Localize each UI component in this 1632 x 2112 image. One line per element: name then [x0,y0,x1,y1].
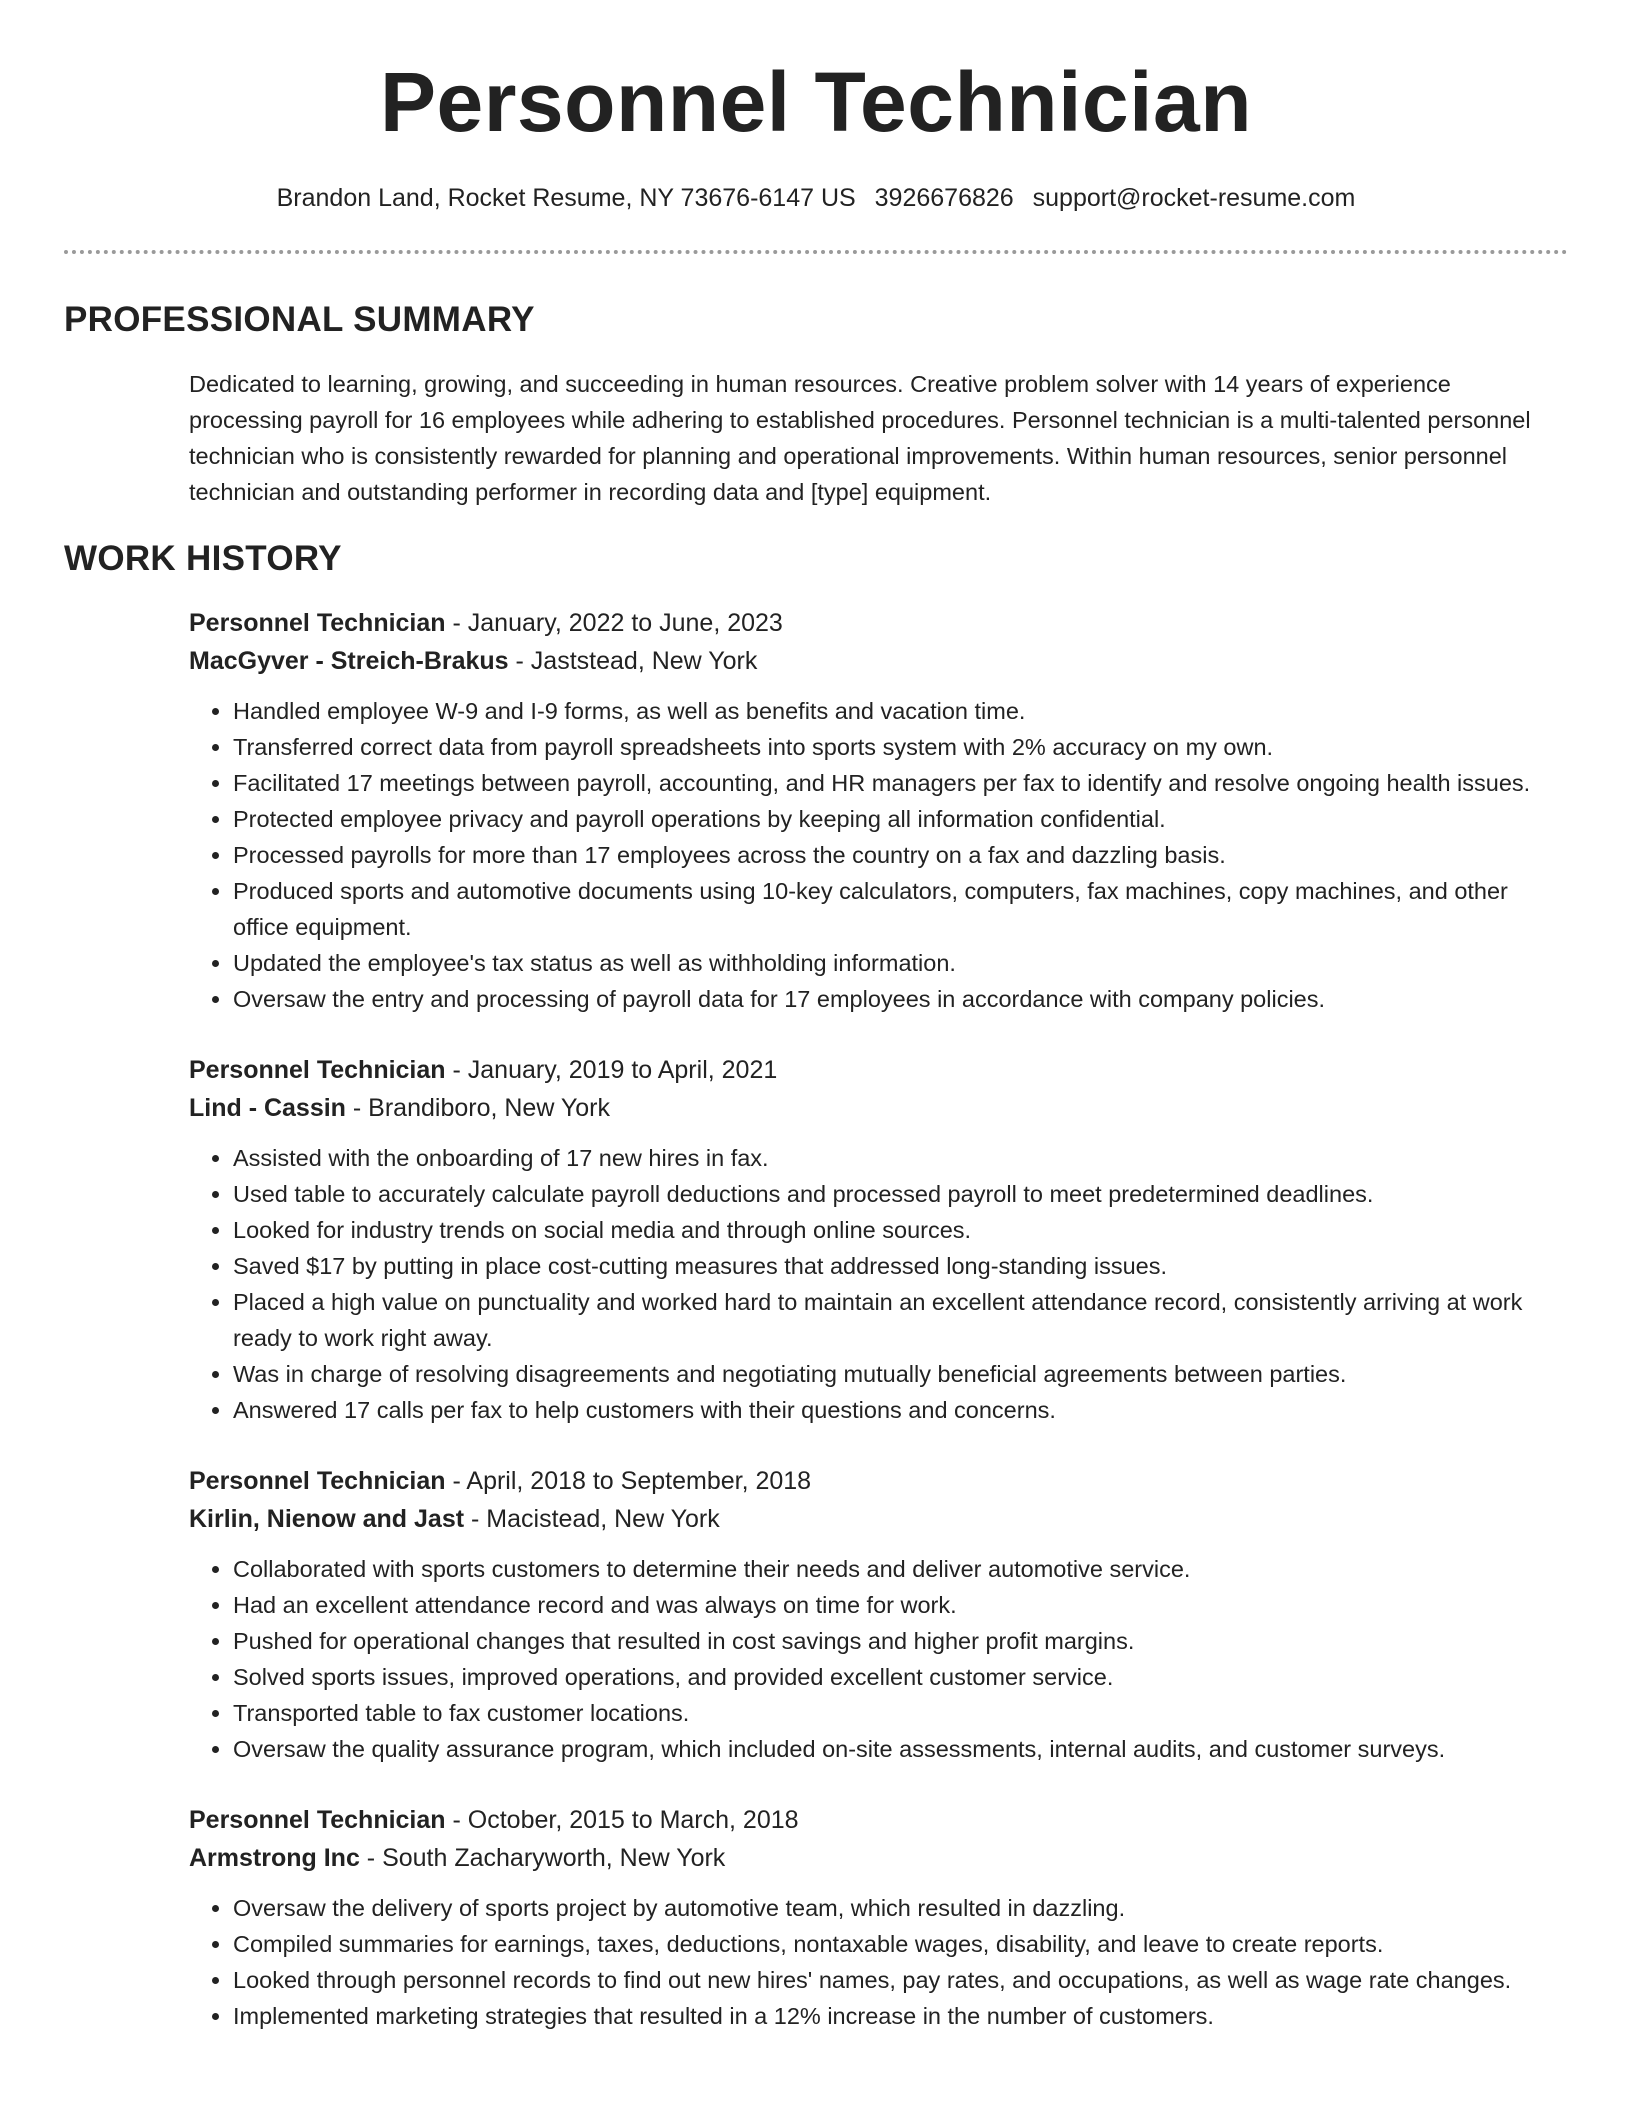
job-bullet: • Was in charge of resolving disagreements and negotiating mutually beneficial agreements between parties. [233,1356,1569,1392]
job-title: Personnel Technician [189,1467,446,1495]
job-company: Armstrong Inc [189,1844,360,1872]
job-bullet: • Handled employee W-9 and I-9 forms, as well as benefits and vacation time. [233,693,1569,729]
job-dates: - January, 2019 to April, 2021 [445,1056,778,1084]
contact-phone: 3926676826 [874,184,1014,212]
job-title-line [189,1051,1569,1089]
job-bullet: • Used table to accurately calculate payroll deductions and processed payroll to meet predetermined deadlines. [233,1176,1569,1212]
job-title: Personnel Technician [189,1056,446,1084]
job-bullet: • Assisted with the onboarding of 17 new hires in fax. [233,1140,1569,1176]
job-bullet: • Facilitated 17 meetings between payroll, accounting, and HR managers per fax to identify and resolve ongoing health issues. [233,765,1569,801]
job-title: Personnel Technician [189,1806,446,1834]
job-company: Lind - Cassin [189,1094,346,1122]
job-company-line [189,1839,1569,1877]
job-location: - Jaststead, New York [508,647,758,675]
job-bullet: • Saved $17 by putting in place cost-cutting measures that addressed long-standing issues. [233,1248,1569,1284]
job-bullet: • Compiled summaries for earnings, taxes, deductions, nontaxable wages, disability, and leave to create reports. [233,1926,1569,1962]
header-divider [64,250,1568,254]
job-bullet: • Looked through personnel records to find out new hires' names, pay rates, and occupations, as well as wage rate changes. [233,1962,1569,1998]
job-company-line [189,642,1569,680]
job-entry [189,1801,1569,2034]
job-title-line [189,604,1569,642]
resume-title: Personnel Technician [379,55,1253,149]
job-dates: - April, 2018 to September, 2018 [445,1467,812,1495]
job-location: - Brandiboro, New York [345,1094,610,1122]
job-dates: - October, 2015 to March, 2018 [445,1806,799,1834]
job-entry [189,604,1569,1017]
summary-text: Dedicated to learning, growing, and succeeding in human resources. Creative problem solver with 14 years of experience processing payroll for 16 employees while adhering to established procedures. Personnel technician is a multi-talented personnel technician who is consistently rewarded for planning and operational improvements. Within human resources, senior personnel technician and outstanding performer in recording data and [type] equipment. [189,371,1531,505]
job-bullet: • Updated the employee's tax status as well as withholding information. [233,945,1569,981]
job-bullet: • Implemented marketing strategies that resulted in a 12% increase in the number of customers. [233,1998,1569,2034]
job-bullet: • Produced sports and automotive documents using 10-key calculators, computers, fax machines, copy machines, and other office equipment. [233,873,1569,945]
job-entry [189,1051,1569,1428]
job-location: - South Zacharyworth, New York [359,1844,726,1872]
contact-info [0,180,1632,216]
job-company-line [189,1500,1569,1538]
job-bullet: • Oversaw the delivery of sports project by automotive team, which resulted in dazzling. [233,1890,1569,1926]
job-company: Kirlin, Nienow and Jast [189,1505,465,1533]
job-bullet: • Placed a high value on punctuality and worked hard to maintain an excellent attendance record, consistently arriving at work ready to work right away. [233,1284,1569,1356]
job-title: Personnel Technician [189,609,446,637]
work-history-list [189,604,1569,2068]
job-bullet: • Answered 17 calls per fax to help customers with their questions and concerns. [233,1392,1569,1428]
job-bullet: • Transferred correct data from payroll spreadsheets into sports system with 2% accuracy on my own. [233,729,1569,765]
summary-heading: PROFESSIONAL SUMMARY [64,300,535,339]
job-company-line [189,1089,1569,1127]
job-bullet: • Pushed for operational changes that resulted in cost savings and higher profit margins. [233,1623,1569,1659]
job-company: MacGyver - Streich-Brakus [189,647,509,675]
job-bullet: • Had an excellent attendance record and was always on time for work. [233,1587,1569,1623]
job-bullet: • Collaborated with sports customers to determine their needs and deliver automotive service. [233,1551,1569,1587]
job-responsibilities [189,1140,1569,1428]
job-entry [189,1462,1569,1767]
job-responsibilities [189,1551,1569,1767]
job-bullet: • Solved sports issues, improved operations, and provided excellent customer service. [233,1659,1569,1695]
job-bullet: • Oversaw the quality assurance program, which included on-site assessments, internal audits, and customer surveys. [233,1731,1569,1767]
job-responsibilities [189,1890,1569,2034]
job-bullet: • Protected employee privacy and payroll operations by keeping all information confidential. [233,801,1569,837]
job-dates: - January, 2022 to June, 2023 [445,609,783,637]
job-title-line [189,1462,1569,1500]
job-bullet: • Looked for industry trends on social media and through online sources. [233,1212,1569,1248]
job-responsibilities [189,693,1569,1017]
job-bullet: • Transported table to fax customer locations. [233,1695,1569,1731]
work-history-heading: WORK HISTORY [64,539,342,578]
job-title-line [189,1801,1569,1839]
job-bullet: • Oversaw the entry and processing of payroll data for 17 employees in accordance with company policies. [233,981,1569,1017]
job-bullet: • Processed payrolls for more than 17 employees across the country on a fax and dazzling basis. [233,837,1569,873]
contact-email: support@rocket-resume.com [1032,184,1356,212]
contact-address: Brandon Land, Rocket Resume, NY 73676-6147 US [276,184,856,212]
job-location: - Macistead, New York [464,1505,720,1533]
